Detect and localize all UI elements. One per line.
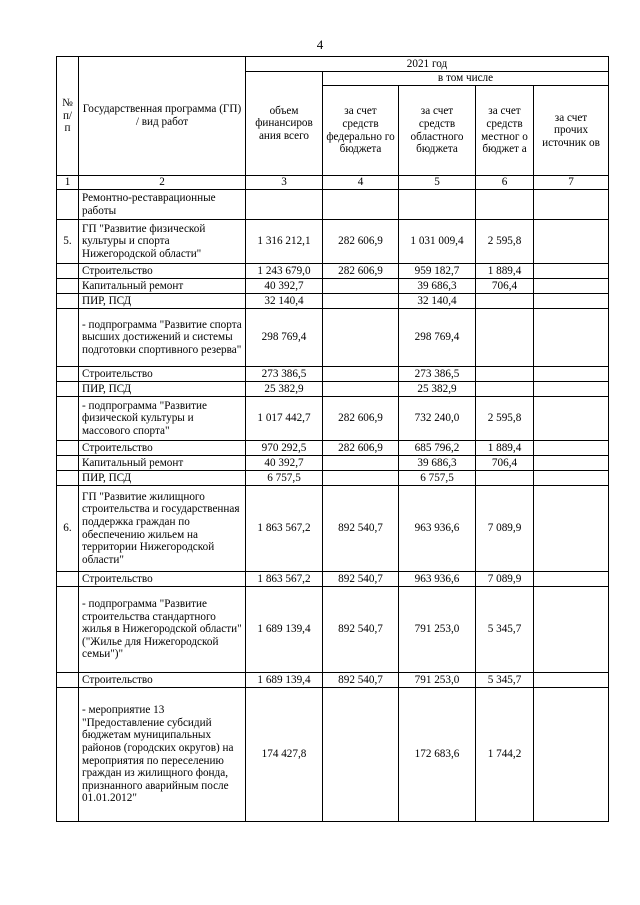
col-number: 6 xyxy=(476,176,534,190)
row-total: 32 140,4 xyxy=(246,294,323,309)
row-other xyxy=(534,688,609,822)
table-row xyxy=(57,673,609,688)
row-federal: 282 606,9 xyxy=(323,441,399,456)
row-other xyxy=(534,382,609,397)
row-total: 970 292,5 xyxy=(246,441,323,456)
row-federal xyxy=(323,294,399,309)
row-total: 1 689 139,4 xyxy=(246,587,323,673)
row-name: Ремонтно-реставрационные работы xyxy=(79,190,246,220)
row-other xyxy=(534,367,609,382)
table-body xyxy=(57,190,609,822)
row-federal xyxy=(323,367,399,382)
row-regional: 32 140,4 xyxy=(399,294,476,309)
row-regional: 39 686,3 xyxy=(399,279,476,294)
row-total: 1 863 567,2 xyxy=(246,572,323,587)
row-federal xyxy=(323,382,399,397)
row-federal: 282 606,9 xyxy=(323,397,399,441)
table-row xyxy=(57,471,609,486)
row-number xyxy=(57,471,79,486)
row-total: 1 017 442,7 xyxy=(246,397,323,441)
row-local xyxy=(476,294,534,309)
header-no: № п/п xyxy=(57,57,79,176)
col-number: 4 xyxy=(323,176,399,190)
row-local: 706,4 xyxy=(476,279,534,294)
row-number xyxy=(57,456,79,471)
row-total: 1 243 679,0 xyxy=(246,264,323,279)
row-name: Строительство xyxy=(79,673,246,688)
table-row xyxy=(57,264,609,279)
row-local: 1 889,4 xyxy=(476,264,534,279)
row-name: Строительство xyxy=(79,441,246,456)
header-year: 2021 год xyxy=(246,57,609,72)
row-regional: 791 253,0 xyxy=(399,587,476,673)
row-federal: 892 540,7 xyxy=(323,572,399,587)
row-regional: 273 386,5 xyxy=(399,367,476,382)
row-name: ПИР, ПСД xyxy=(79,382,246,397)
row-name: - подпрограмма "Развитие спорта высших достижений и системы подготовки спортивного резерва" xyxy=(79,309,246,367)
table-row xyxy=(57,441,609,456)
row-number xyxy=(57,264,79,279)
row-name: ПИР, ПСД xyxy=(79,471,246,486)
row-regional: 39 686,3 xyxy=(399,456,476,471)
row-local: 1 889,4 xyxy=(476,441,534,456)
page-number: 4 xyxy=(316,37,324,52)
col-number: 5 xyxy=(399,176,476,190)
table-row xyxy=(57,367,609,382)
row-number xyxy=(57,688,79,822)
row-other xyxy=(534,190,609,220)
col-number: 7 xyxy=(534,176,609,190)
row-name: - мероприятие 13 "Предоставление субсидий бюджетам муниципальных районов (городских округов) на мероприятия по переселению граждан из жилищного фонда, признанного аварийным после 01.01.2012" xyxy=(79,688,246,822)
row-number xyxy=(57,441,79,456)
row-name: Строительство xyxy=(79,572,246,587)
row-local xyxy=(476,309,534,367)
row-other xyxy=(534,673,609,688)
table-row xyxy=(57,382,609,397)
row-name: Строительство xyxy=(79,367,246,382)
row-federal: 282 606,9 xyxy=(323,220,399,264)
header-total: объем финансиров ания всего xyxy=(246,72,323,176)
row-regional: 172 683,6 xyxy=(399,688,476,822)
table-row xyxy=(57,688,609,822)
row-other xyxy=(534,309,609,367)
row-regional: 685 796,2 xyxy=(399,441,476,456)
row-total xyxy=(246,190,323,220)
row-regional: 732 240,0 xyxy=(399,397,476,441)
col-number: 1 xyxy=(57,176,79,190)
row-local: 7 089,9 xyxy=(476,572,534,587)
row-regional xyxy=(399,190,476,220)
table-row xyxy=(57,397,609,441)
table-row xyxy=(57,279,609,294)
row-federal: 282 606,9 xyxy=(323,264,399,279)
row-local: 7 089,9 xyxy=(476,486,534,572)
col-number: 2 xyxy=(79,176,246,190)
row-number xyxy=(57,673,79,688)
row-local: 2 595,8 xyxy=(476,220,534,264)
row-local xyxy=(476,471,534,486)
row-local xyxy=(476,382,534,397)
row-other xyxy=(534,572,609,587)
row-number xyxy=(57,294,79,309)
row-total: 1 689 139,4 xyxy=(246,673,323,688)
row-regional: 963 936,6 xyxy=(399,486,476,572)
row-local xyxy=(476,190,534,220)
row-other xyxy=(534,471,609,486)
row-name: Капитальный ремонт xyxy=(79,279,246,294)
table-row xyxy=(57,456,609,471)
row-total: 6 757,5 xyxy=(246,471,323,486)
row-name: - подпрограмма "Развитие строительства стандартного жилья в Нижегородской области" ("Жилье для Нижегородской семьи")" xyxy=(79,587,246,673)
row-federal xyxy=(323,190,399,220)
row-local: 706,4 xyxy=(476,456,534,471)
row-local: 1 744,2 xyxy=(476,688,534,822)
header-local: за счет средств местног о бюджет а xyxy=(476,86,534,176)
row-regional: 959 182,7 xyxy=(399,264,476,279)
financing-table xyxy=(56,56,609,822)
header-regional: за счет средств областного бюджета xyxy=(399,86,476,176)
row-other xyxy=(534,220,609,264)
row-regional: 25 382,9 xyxy=(399,382,476,397)
row-number xyxy=(57,587,79,673)
table-row xyxy=(57,486,609,572)
row-other xyxy=(534,264,609,279)
row-federal xyxy=(323,688,399,822)
row-federal xyxy=(323,471,399,486)
row-name: - подпрограмма "Развитие физической культуры и массового спорта" xyxy=(79,397,246,441)
row-regional: 298 769,4 xyxy=(399,309,476,367)
row-number: 5. xyxy=(57,220,79,264)
row-total: 1 863 567,2 xyxy=(246,486,323,572)
row-name: Строительство xyxy=(79,264,246,279)
row-total: 40 392,7 xyxy=(246,279,323,294)
row-other xyxy=(534,397,609,441)
row-total: 40 392,7 xyxy=(246,456,323,471)
row-other xyxy=(534,294,609,309)
header-federal: за счет средств федерально го бюджета xyxy=(323,86,399,176)
row-federal: 892 540,7 xyxy=(323,587,399,673)
row-number xyxy=(57,572,79,587)
table-row xyxy=(57,587,609,673)
row-local: 5 345,7 xyxy=(476,587,534,673)
row-federal xyxy=(323,309,399,367)
row-local: 5 345,7 xyxy=(476,673,534,688)
table-row xyxy=(57,572,609,587)
row-federal xyxy=(323,279,399,294)
row-number xyxy=(57,397,79,441)
table-row xyxy=(57,294,609,309)
row-total: 174 427,8 xyxy=(246,688,323,822)
row-regional: 791 253,0 xyxy=(399,673,476,688)
row-total: 298 769,4 xyxy=(246,309,323,367)
row-local: 2 595,8 xyxy=(476,397,534,441)
row-other xyxy=(534,279,609,294)
row-other xyxy=(534,456,609,471)
row-name: ПИР, ПСД xyxy=(79,294,246,309)
row-number: 6. xyxy=(57,486,79,572)
table-row xyxy=(57,309,609,367)
row-regional: 1 031 009,4 xyxy=(399,220,476,264)
table-row xyxy=(57,190,609,220)
header-program: Государственная программа (ГП) / вид работ xyxy=(79,57,246,176)
table-header xyxy=(57,57,609,190)
column-numbers-row xyxy=(57,176,609,190)
row-number xyxy=(57,190,79,220)
row-federal: 892 540,7 xyxy=(323,673,399,688)
header-including: в том числе xyxy=(323,72,609,86)
row-name: ГП "Развитие физической культуры и спорта Нижегородской области" xyxy=(79,220,246,264)
row-number xyxy=(57,309,79,367)
row-regional: 6 757,5 xyxy=(399,471,476,486)
row-other xyxy=(534,486,609,572)
row-regional: 963 936,6 xyxy=(399,572,476,587)
row-total: 1 316 212,1 xyxy=(246,220,323,264)
row-total: 273 386,5 xyxy=(246,367,323,382)
row-other xyxy=(534,441,609,456)
row-other xyxy=(534,587,609,673)
row-name: Капитальный ремонт xyxy=(79,456,246,471)
row-number xyxy=(57,382,79,397)
col-number: 3 xyxy=(246,176,323,190)
row-number xyxy=(57,367,79,382)
table-row xyxy=(57,220,609,264)
row-name: ГП "Развитие жилищного строительства и государственная поддержка граждан по обеспечению жильем на территории Нижегородской области" xyxy=(79,486,246,572)
row-federal xyxy=(323,456,399,471)
row-total: 25 382,9 xyxy=(246,382,323,397)
row-local xyxy=(476,367,534,382)
row-number xyxy=(57,279,79,294)
header-other: за счет прочих источник ов xyxy=(534,86,609,176)
row-federal: 892 540,7 xyxy=(323,486,399,572)
